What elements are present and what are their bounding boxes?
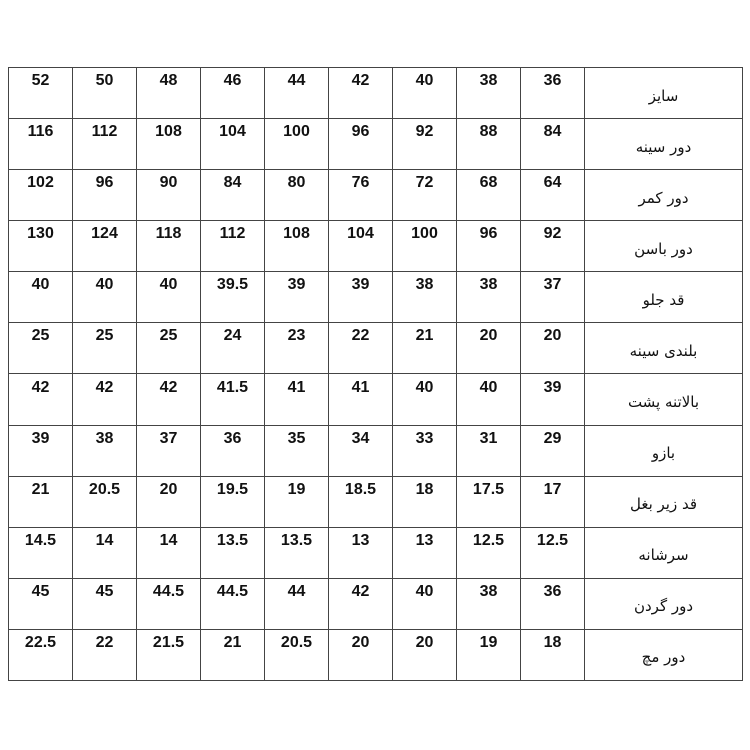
table-row (9, 221, 743, 272)
value-cell (73, 425, 137, 476)
value-text: 21 (223, 633, 242, 651)
measurement-label-cell (585, 425, 743, 476)
value-text: 18.5 (344, 480, 377, 498)
value-cell (201, 323, 265, 374)
value-text: 22.5 (24, 633, 57, 651)
size-chart-body (9, 68, 743, 681)
value-text: 102 (27, 174, 54, 192)
measurement-label: بازو (651, 444, 676, 463)
value-text: 38 (95, 429, 114, 447)
value-text: 42 (159, 378, 178, 396)
value-cell (265, 578, 329, 629)
table-row (9, 170, 743, 221)
measurement-label-cell (585, 476, 743, 527)
value-text: 29 (543, 429, 562, 447)
value-cell (393, 476, 457, 527)
value-text: 100 (411, 225, 438, 243)
value-cell (201, 629, 265, 680)
value-text: 116 (27, 123, 54, 141)
value-text: 25 (31, 327, 50, 345)
value-text: 96 (479, 225, 498, 243)
value-cell (457, 323, 521, 374)
measurement-label: دور سینه (635, 137, 692, 156)
value-text: 44 (287, 72, 306, 90)
table-row (9, 425, 743, 476)
value-cell (201, 527, 265, 578)
value-text: 20.5 (88, 480, 121, 498)
value-text: 108 (283, 225, 310, 243)
value-cell (265, 170, 329, 221)
value-cell (137, 68, 201, 119)
measurement-label-cell (585, 272, 743, 323)
measurement-label: قد جلو (642, 290, 685, 309)
value-text: 40 (415, 72, 434, 90)
value-text: 44.5 (152, 582, 185, 600)
value-cell (201, 221, 265, 272)
value-text: 130 (27, 225, 54, 243)
value-text: 44 (287, 582, 306, 600)
value-cell (137, 170, 201, 221)
value-text: 41 (351, 378, 370, 396)
value-text: 42 (351, 582, 370, 600)
measurement-label: سایز (648, 86, 679, 105)
value-cell (265, 68, 329, 119)
value-text: 34 (351, 429, 370, 447)
value-text: 13 (351, 531, 370, 549)
value-text: 88 (479, 123, 498, 141)
value-cell (393, 272, 457, 323)
measurement-label-cell (585, 68, 743, 119)
value-text: 40 (159, 276, 178, 294)
value-cell (73, 68, 137, 119)
value-cell (329, 476, 393, 527)
value-cell (457, 476, 521, 527)
value-cell (265, 119, 329, 170)
table-row (9, 629, 743, 680)
value-cell (265, 272, 329, 323)
value-text: 39.5 (216, 276, 249, 294)
value-cell (329, 170, 393, 221)
measurement-label-cell (585, 170, 743, 221)
value-text: 22 (95, 633, 114, 651)
value-text: 35 (287, 429, 306, 447)
value-text: 124 (91, 225, 118, 243)
value-cell (393, 425, 457, 476)
value-cell (329, 578, 393, 629)
value-text: 50 (95, 72, 114, 90)
value-text: 90 (159, 174, 178, 192)
value-cell (201, 425, 265, 476)
value-text: 18 (415, 480, 434, 498)
measurement-label-cell (585, 374, 743, 425)
value-text: 22 (351, 327, 370, 345)
value-cell (457, 629, 521, 680)
value-text: 33 (415, 429, 434, 447)
value-text: 48 (159, 72, 178, 90)
value-text: 41 (287, 378, 306, 396)
value-text: 19 (479, 633, 498, 651)
value-text: 37 (543, 276, 562, 294)
value-text: 13 (415, 531, 434, 549)
value-text: 96 (95, 174, 114, 192)
value-cell (393, 119, 457, 170)
measurement-label: سرشانه (638, 546, 689, 565)
value-cell (137, 221, 201, 272)
table-row (9, 272, 743, 323)
value-cell (329, 527, 393, 578)
value-text: 52 (31, 72, 50, 90)
value-cell (9, 527, 73, 578)
value-cell (457, 272, 521, 323)
measurement-label-cell (585, 527, 743, 578)
value-cell (73, 578, 137, 629)
measurement-label: دور گردن (633, 597, 694, 616)
value-cell (137, 476, 201, 527)
value-cell (201, 272, 265, 323)
value-cell (521, 119, 585, 170)
value-cell (329, 425, 393, 476)
value-cell (265, 425, 329, 476)
value-cell (73, 272, 137, 323)
value-text: 45 (31, 582, 50, 600)
value-cell (329, 629, 393, 680)
value-cell (457, 374, 521, 425)
measurement-label: دور کمر (638, 188, 689, 207)
value-text: 38 (479, 72, 498, 90)
value-cell (521, 323, 585, 374)
value-cell (73, 170, 137, 221)
value-cell (329, 119, 393, 170)
value-text: 24 (223, 327, 242, 345)
value-cell (201, 374, 265, 425)
value-cell (521, 272, 585, 323)
value-cell (521, 527, 585, 578)
value-text: 36 (543, 72, 562, 90)
table-row (9, 476, 743, 527)
value-cell (137, 374, 201, 425)
value-cell (457, 119, 521, 170)
value-text: 100 (283, 123, 310, 141)
value-text: 36 (223, 429, 242, 447)
value-text: 37 (159, 429, 178, 447)
value-text: 17.5 (472, 480, 505, 498)
value-text: 80 (287, 174, 306, 192)
value-cell (393, 374, 457, 425)
value-cell (73, 323, 137, 374)
value-cell (73, 527, 137, 578)
value-cell (9, 170, 73, 221)
value-cell (265, 221, 329, 272)
value-cell (201, 68, 265, 119)
value-text: 76 (351, 174, 370, 192)
value-text: 19.5 (216, 480, 249, 498)
value-cell (521, 374, 585, 425)
value-cell (137, 527, 201, 578)
value-cell (201, 119, 265, 170)
value-text: 92 (415, 123, 434, 141)
value-cell (9, 323, 73, 374)
value-cell (9, 272, 73, 323)
value-cell (393, 527, 457, 578)
value-cell (457, 221, 521, 272)
value-text: 14 (95, 531, 114, 549)
value-text: 72 (415, 174, 434, 192)
value-cell (393, 578, 457, 629)
value-text: 21 (415, 327, 434, 345)
value-text: 23 (287, 327, 306, 345)
value-text: 18 (543, 633, 562, 651)
value-text: 108 (155, 123, 182, 141)
measurement-label-cell (585, 221, 743, 272)
value-text: 84 (543, 123, 562, 141)
value-cell (393, 221, 457, 272)
value-cell (9, 629, 73, 680)
value-cell (265, 323, 329, 374)
value-cell (329, 68, 393, 119)
table-row (9, 119, 743, 170)
measurement-label-cell (585, 323, 743, 374)
table-row (9, 527, 743, 578)
table-row (9, 578, 743, 629)
value-cell (521, 221, 585, 272)
value-cell (137, 323, 201, 374)
value-text: 13.5 (280, 531, 313, 549)
value-text: 40 (31, 276, 50, 294)
value-text: 45 (95, 582, 114, 600)
value-cell (457, 425, 521, 476)
value-cell (9, 119, 73, 170)
value-text: 38 (415, 276, 434, 294)
value-text: 68 (479, 174, 498, 192)
value-text: 41.5 (216, 378, 249, 396)
value-cell (265, 374, 329, 425)
value-cell (73, 629, 137, 680)
measurement-label-cell (585, 119, 743, 170)
value-cell (457, 170, 521, 221)
value-cell (329, 374, 393, 425)
value-cell (329, 221, 393, 272)
value-text: 14 (159, 531, 178, 549)
value-text: 40 (479, 378, 498, 396)
value-cell (521, 578, 585, 629)
value-cell (137, 578, 201, 629)
size-chart-table (8, 67, 743, 681)
value-cell (201, 578, 265, 629)
measurement-label: دور مچ (641, 648, 686, 667)
value-text: 39 (543, 378, 562, 396)
value-text: 42 (95, 378, 114, 396)
value-cell (137, 629, 201, 680)
value-text: 64 (543, 174, 562, 192)
value-text: 17 (543, 480, 562, 498)
value-text: 104 (347, 225, 374, 243)
value-text: 13.5 (216, 531, 249, 549)
value-cell (521, 629, 585, 680)
value-text: 21.5 (152, 633, 185, 651)
value-text: 112 (91, 123, 118, 141)
value-cell (393, 68, 457, 119)
value-cell (329, 323, 393, 374)
value-text: 112 (219, 225, 246, 243)
value-cell (9, 425, 73, 476)
value-cell (457, 578, 521, 629)
value-text: 84 (223, 174, 242, 192)
value-cell (393, 170, 457, 221)
value-cell (9, 68, 73, 119)
value-cell (137, 425, 201, 476)
value-text: 42 (31, 378, 50, 396)
value-text: 20 (543, 327, 562, 345)
value-cell (521, 476, 585, 527)
value-text: 42 (351, 72, 370, 90)
value-cell (393, 323, 457, 374)
value-text: 96 (351, 123, 370, 141)
value-text: 40 (95, 276, 114, 294)
measurement-label: بالاتنه پشت (627, 393, 700, 411)
value-cell (9, 221, 73, 272)
value-text: 21 (31, 480, 50, 498)
value-text: 40 (415, 582, 434, 600)
value-text: 36 (543, 582, 562, 600)
value-text: 40 (415, 378, 434, 396)
value-cell (73, 374, 137, 425)
measurement-label: دور باسن (634, 239, 693, 258)
value-text: 104 (219, 123, 246, 141)
measurement-label-cell (585, 578, 743, 629)
value-cell (73, 119, 137, 170)
value-cell (137, 119, 201, 170)
value-cell (9, 578, 73, 629)
value-text: 46 (223, 72, 242, 90)
value-cell (521, 425, 585, 476)
value-text: 44.5 (216, 582, 249, 600)
value-cell (73, 476, 137, 527)
value-text: 20 (159, 480, 178, 498)
value-cell (521, 68, 585, 119)
measurement-label: قد زیر بغل (629, 495, 698, 514)
value-text: 92 (543, 225, 562, 243)
value-text: 25 (159, 327, 178, 345)
value-text: 14.5 (24, 531, 57, 549)
value-text: 20.5 (280, 633, 313, 651)
value-cell (393, 629, 457, 680)
value-text: 12.5 (536, 531, 569, 549)
value-cell (9, 476, 73, 527)
value-cell (265, 527, 329, 578)
measurement-label-cell (585, 629, 743, 680)
value-cell (201, 476, 265, 527)
value-cell (521, 170, 585, 221)
value-cell (329, 272, 393, 323)
value-cell (265, 629, 329, 680)
table-row (9, 323, 743, 374)
value-text: 19 (287, 480, 306, 498)
value-text: 20 (351, 633, 370, 651)
value-cell (137, 272, 201, 323)
value-text: 25 (95, 327, 114, 345)
value-text: 39 (287, 276, 306, 294)
value-text: 31 (479, 429, 498, 447)
value-cell (457, 68, 521, 119)
value-text: 38 (479, 582, 498, 600)
value-text: 39 (31, 429, 50, 447)
value-cell (9, 374, 73, 425)
value-text: 20 (415, 633, 434, 651)
table-row (9, 68, 743, 119)
table-row (9, 374, 743, 425)
value-text: 38 (479, 276, 498, 294)
value-text: 118 (155, 225, 182, 243)
value-cell (265, 476, 329, 527)
value-text: 39 (351, 276, 370, 294)
measurement-label: بلندی سینه (629, 341, 698, 360)
value-text: 12.5 (472, 531, 505, 549)
value-cell (457, 527, 521, 578)
value-cell (201, 170, 265, 221)
value-cell (73, 221, 137, 272)
value-text: 20 (479, 327, 498, 345)
